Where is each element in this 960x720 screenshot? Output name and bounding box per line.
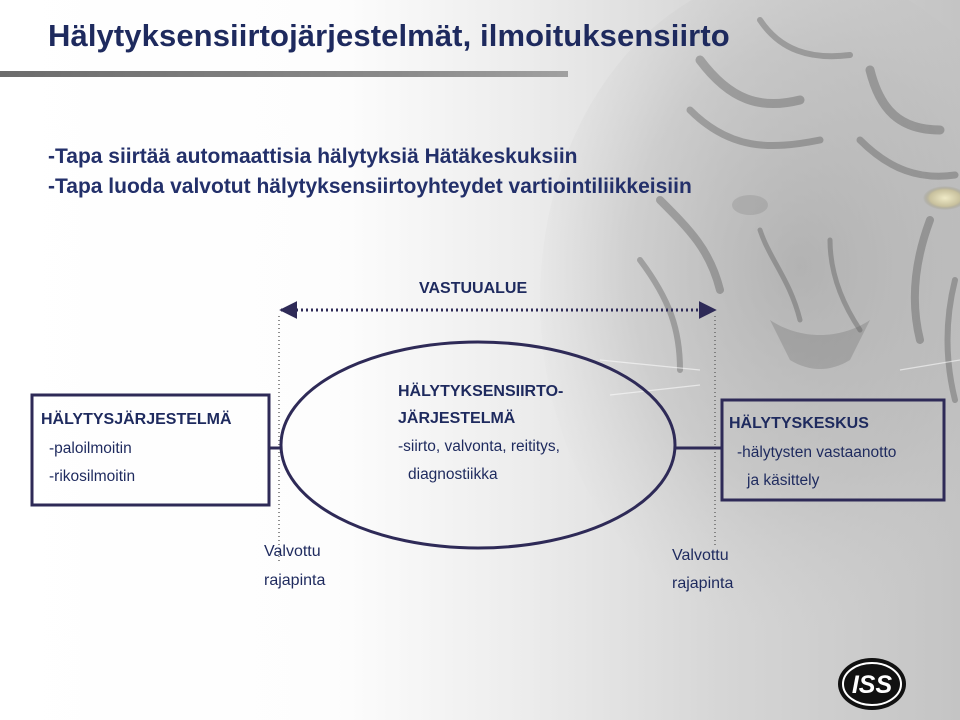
- transfer-system-title-2: JÄRJESTELMÄ: [398, 410, 516, 427]
- iss-logo-text: ISS: [851, 671, 893, 699]
- iss-logo-mark: [836, 656, 908, 712]
- transfer-system-title-1: HÄLYTYKSENSIIRTO-: [398, 383, 564, 400]
- slide-title: Hälytyksensiirtojärjestelmät, ilmoituksensiirto: [48, 18, 730, 53]
- iss-logo: [836, 656, 908, 712]
- alarm-center-title: HÄLYTYSKESKUS: [729, 415, 869, 432]
- alarm-system-line-2: -rikosilmoitin: [49, 468, 136, 485]
- interface-label-left-line-2: rajapinta: [264, 572, 326, 589]
- scope-label: VASTUUALUE: [419, 280, 528, 297]
- transfer-system-line-1: -siirto, valvonta, reititys,: [398, 438, 560, 455]
- interface-label-left-line-1: Valvottu: [264, 543, 321, 560]
- bullet-item-2: -Tapa luoda valvotut hälytyksensiirtoyhteydet vartiointiliikkeisiin: [48, 175, 692, 198]
- alarm-system-line-1: -paloilmoitin: [49, 440, 132, 457]
- alarm-center-line-1: -hälytysten vastaanotto: [737, 444, 897, 461]
- bullet-item-1: -Tapa siirtää automaattisia hälytyksiä Hätäkeskuksiin: [48, 145, 578, 168]
- transfer-system-line-2: diagnostiikka: [408, 466, 498, 483]
- alarm-system-title: HÄLYTYSJÄRJESTELMÄ: [41, 411, 232, 428]
- interface-label-right-line-2: rajapinta: [672, 575, 734, 592]
- interface-label-right-line-1: Valvottu: [672, 547, 729, 564]
- alarm-center-line-2: ja käsittely: [747, 472, 820, 489]
